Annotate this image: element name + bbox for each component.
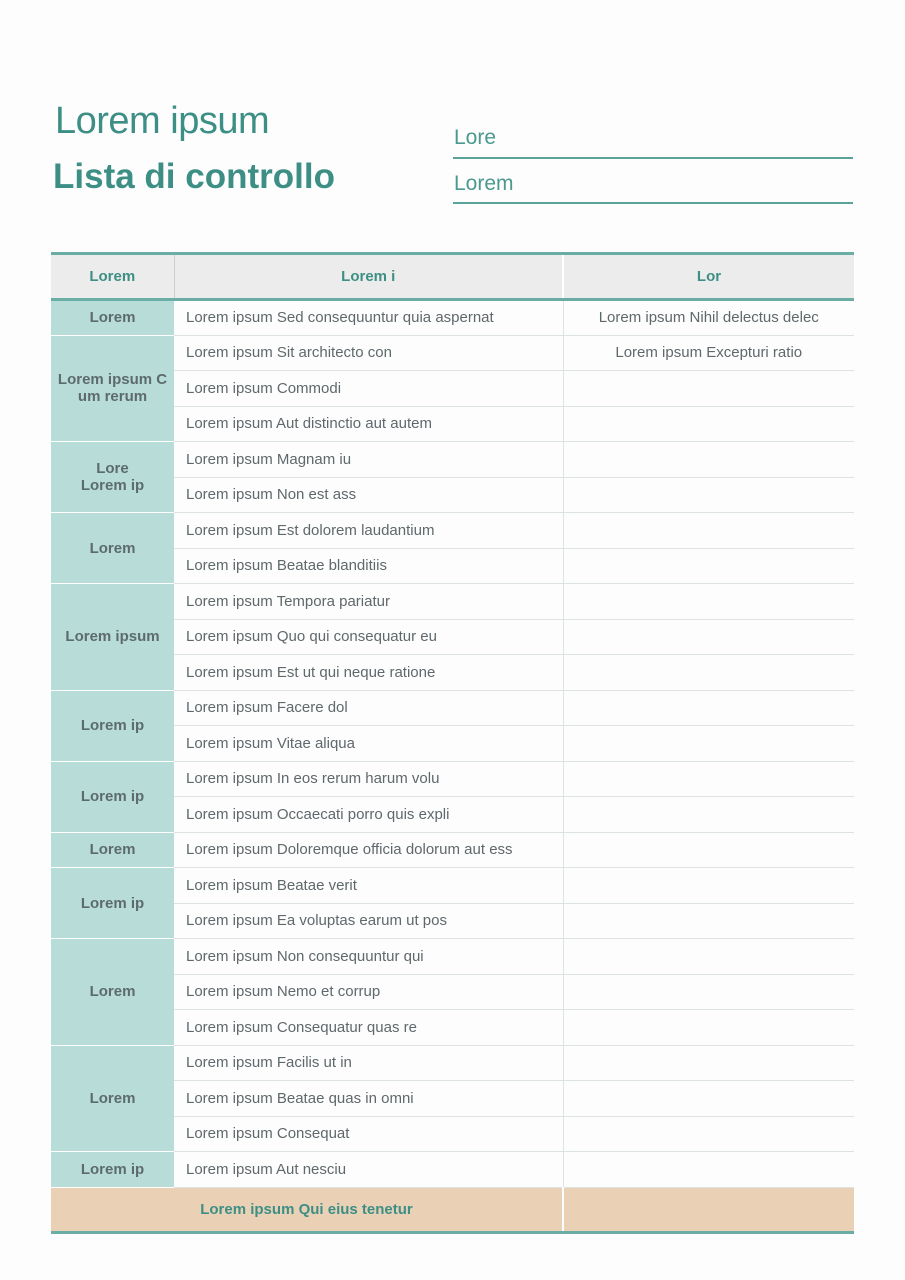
note-cell[interactable]: [563, 974, 854, 1010]
table-footer: [51, 1187, 854, 1232]
note-cell[interactable]: Lorem ipsum Nihil delectus delec: [563, 300, 854, 336]
item-cell: Lorem ipsum Aut nesciu: [174, 1152, 563, 1188]
item-cell: Lorem ipsum Beatae verit: [174, 868, 563, 904]
table-row: [51, 1152, 854, 1188]
table-row: [51, 761, 854, 797]
note-cell[interactable]: [563, 513, 854, 549]
note-cell[interactable]: [563, 1081, 854, 1117]
item-cell: Lorem ipsum Quo qui consequatur eu: [174, 619, 563, 655]
note-cell[interactable]: [563, 903, 854, 939]
item-cell: Lorem ipsum Vitae aliqua: [174, 726, 563, 762]
note-cell[interactable]: [563, 584, 854, 620]
note-cell[interactable]: [563, 832, 854, 868]
item-cell: Lorem ipsum Consequatur quas re: [174, 1010, 563, 1046]
note-cell[interactable]: [563, 797, 854, 833]
item-cell: Lorem ipsum Consequat: [174, 1116, 563, 1152]
table-row: [51, 832, 854, 868]
table-row: [51, 300, 854, 336]
note-cell[interactable]: Lorem ipsum Excepturi ratio: [563, 335, 854, 371]
category-cell: Lorem: [51, 939, 174, 1046]
note-cell[interactable]: [563, 477, 854, 513]
note-cell[interactable]: [563, 442, 854, 478]
column-header-item: Lorem i: [174, 254, 563, 300]
item-cell: Lorem ipsum Non consequuntur qui: [174, 939, 563, 975]
table-row: [51, 335, 854, 371]
item-cell: Lorem ipsum Commodi: [174, 371, 563, 407]
category-cell: Lore Lorem ip: [51, 442, 174, 513]
table-row: [51, 939, 854, 975]
table-row: [51, 690, 854, 726]
category-cell: Lorem ip: [51, 868, 174, 939]
note-cell[interactable]: [563, 1152, 854, 1188]
item-cell: Lorem ipsum Doloremque officia dolorum aut ess: [174, 832, 563, 868]
table-row: [51, 584, 854, 620]
item-cell: Lorem ipsum Facilis ut in: [174, 1045, 563, 1081]
category-cell: Lorem ipsum: [51, 584, 174, 691]
note-cell[interactable]: [563, 939, 854, 975]
category-cell: Lorem ip: [51, 690, 174, 761]
item-cell: Lorem ipsum Non est ass: [174, 477, 563, 513]
category-cell: Lorem: [51, 1045, 174, 1152]
item-cell: Lorem ipsum Sed consequuntur quia aspernat: [174, 300, 563, 336]
item-cell: Lorem ipsum Aut distinctio aut autem: [174, 406, 563, 442]
column-header-note: Lor: [563, 254, 854, 300]
note-cell[interactable]: [563, 1010, 854, 1046]
note-cell[interactable]: [563, 655, 854, 691]
category-cell: Lorem ip: [51, 1152, 174, 1188]
table-row: [51, 442, 854, 478]
note-cell[interactable]: [563, 726, 854, 762]
table-row: [51, 1045, 854, 1081]
item-cell: Lorem ipsum Nemo et corrup: [174, 974, 563, 1010]
table-header: [51, 254, 854, 300]
page-title: Lista di controllo: [53, 157, 335, 196]
category-cell: Lorem: [51, 513, 174, 584]
category-cell: Lorem ipsum C um rerum: [51, 335, 174, 442]
note-cell[interactable]: [563, 1045, 854, 1081]
note-cell[interactable]: [563, 406, 854, 442]
item-cell: Lorem ipsum Beatae blanditiis: [174, 548, 563, 584]
table-row: [51, 513, 854, 549]
table-row: [51, 868, 854, 904]
note-cell[interactable]: [563, 619, 854, 655]
item-cell: Lorem ipsum Beatae quas in omni: [174, 1081, 563, 1117]
table-body: [51, 300, 854, 1188]
footer-value[interactable]: [563, 1187, 854, 1232]
category-cell: Lorem: [51, 832, 174, 868]
item-cell: Lorem ipsum Magnam iu: [174, 442, 563, 478]
header-field-1[interactable]: Lore: [453, 126, 853, 159]
item-cell: Lorem ipsum Tempora pariatur: [174, 584, 563, 620]
note-cell[interactable]: [563, 548, 854, 584]
note-cell[interactable]: [563, 761, 854, 797]
note-cell[interactable]: [563, 690, 854, 726]
category-cell: Lorem: [51, 300, 174, 336]
item-cell: Lorem ipsum Est ut qui neque ratione: [174, 655, 563, 691]
note-cell[interactable]: [563, 1116, 854, 1152]
header-field-2[interactable]: Lorem: [453, 172, 853, 204]
footer-label: Lorem ipsum Qui eius tenetur: [51, 1187, 563, 1232]
item-cell: Lorem ipsum Sit architecto con: [174, 335, 563, 371]
item-cell: Lorem ipsum In eos rerum harum volu: [174, 761, 563, 797]
category-cell: Lorem ip: [51, 761, 174, 832]
item-cell: Lorem ipsum Est dolorem laudantium: [174, 513, 563, 549]
checklist-table: [51, 252, 854, 1234]
item-cell: Lorem ipsum Facere dol: [174, 690, 563, 726]
page-subtitle: Lorem ipsum: [55, 100, 270, 142]
note-cell[interactable]: [563, 868, 854, 904]
column-header-category: Lorem: [51, 254, 174, 300]
note-cell[interactable]: [563, 371, 854, 407]
item-cell: Lorem ipsum Occaecati porro quis expli: [174, 797, 563, 833]
item-cell: Lorem ipsum Ea voluptas earum ut pos: [174, 903, 563, 939]
